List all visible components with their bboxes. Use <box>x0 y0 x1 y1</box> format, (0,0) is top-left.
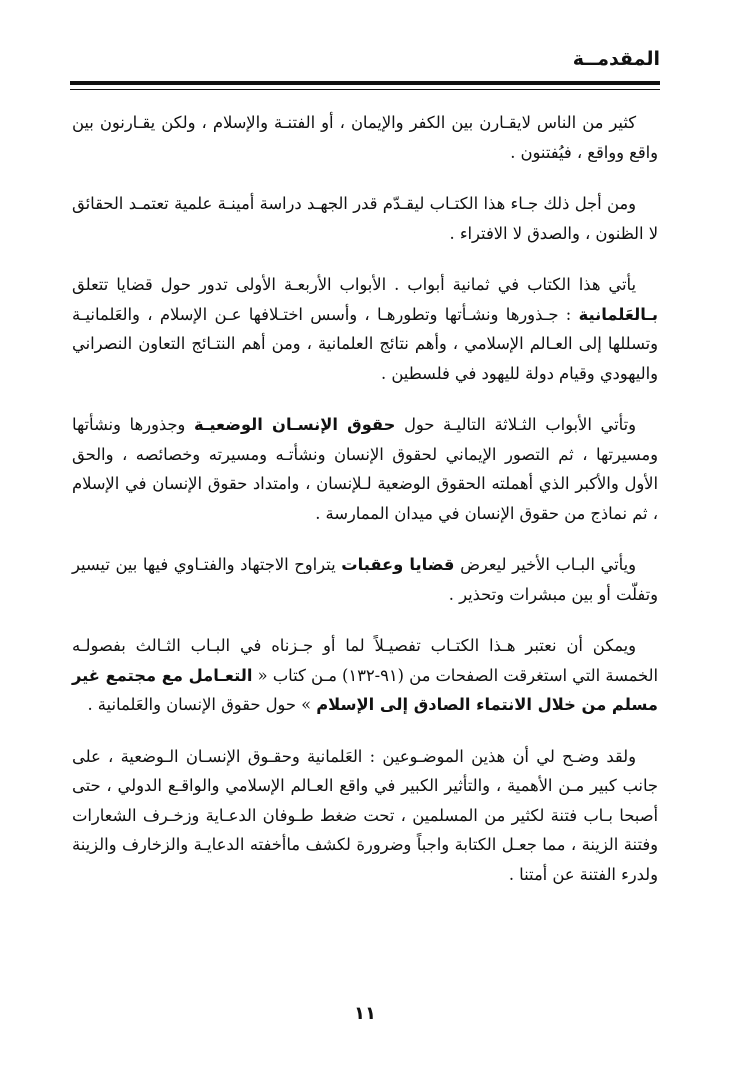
paragraph-7 <box>72 742 658 890</box>
paragraph-text: وتأتي الأبواب الثـلاثة التاليـة حول <box>395 415 636 434</box>
paragraph-6 <box>72 631 658 720</box>
page-number: ١١ <box>354 1003 376 1024</box>
paragraph-1 <box>72 108 658 167</box>
paragraph-3 <box>72 270 658 388</box>
paragraph-text: ولقد وضـح لي أن هذين الموضـوعين : العَلمانية وحقـوق الإنسـان الـوضعية ، على جانب كبير مـن الأهمية ، والتأثير الكبير في واقع العـالم الإسلامي والواقـع الدولي ، حتى أصبحا بـاب فتنة لكثير من المسلمين ، تحت ضغط طـوفان الدعـاية وزخـرف الشعارات وفتنة الزينة ، مما جعـل الكتابة واجباً وضرورة لكشف ماأخفته الدعايـة والزخارف والزينة ولدرء الفتنة عن أمتنا . <box>72 746 658 884</box>
paragraph-text: : جـذورها ونشـأتها وتطورهـا ، وأسس اختـلافها عـن الإسلام ، والعَلمانيـة وتسللها إلى العـالم الإسلامي ، وأهم نتائج العلمانية ، ومن أهم النتـائج التعاون النصراني واليهودي وقيام دولة لليهود في فلسطين . <box>72 304 658 383</box>
header-rule-thick <box>70 81 660 85</box>
body-text <box>72 108 658 889</box>
bold-term: بـالعَلمانية <box>578 304 658 324</box>
paragraph-text: كثير من الناس لايقـارن بين الكفر والإيمان ، أو الفتنـة والإسلام ، ولكن يقـارنون بين واقع وواقع ، فيُفتنون . <box>72 113 658 162</box>
bold-term: حقوق الإنسـان الوضعيـة <box>193 415 396 434</box>
paragraph-5 <box>72 550 658 609</box>
bold-term: قضايا وعقبات <box>341 555 455 574</box>
paragraph-text: ويمكن أن نعتبر هـذا الكتـاب تفصيـلاً لما أو جـزناه في البـاب الثـالث بفصولـه الخمسة التي استغرقت الصفحات من (٩١-١٣٢) مـن كتاب « <box>72 636 658 685</box>
paragraph-text: يأتي هذا الكتاب في ثمانية أبواب . الأبواب الأربعـة الأولى تدور حول قضايا تتعلق <box>72 275 636 294</box>
running-header: المقدمــة <box>572 48 660 70</box>
paragraph-text: ومن أجل ذلك جـاء هذا الكتـاب ليقـدّم قدر الجهـد دراسة أمينـة علمية تعتمـد الحقائق لا الظنون ، والصدق لا الافتراء . <box>72 194 658 243</box>
bold-book-title: التعـامل مع مجتمع غير مسلم من خلال الانتماء الصادق إلى الإسلام <box>72 665 658 714</box>
paragraph-text: ويأتي البـاب الأخير ليعرض <box>454 555 636 574</box>
paragraph-4 <box>72 410 658 528</box>
header-rule-thin <box>70 89 660 90</box>
paragraph-text: وجذورها ونشأتها ومسيرتها ، ثم التصور الإيماني لحقوق الإنسان ونشأتـه ومسيرته وخصائصه ، والحق الأول والأكبر الذي أهملته الحقوق الوضعية لـلإنسان ، وامتداد حقوق الإنسان في الإسلام ، ثم نماذج من حقوق الإنسان في ميدان الممارسة . <box>72 415 658 523</box>
paragraph-text: » حول حقوق الإنسان والعَلمانية . <box>87 695 317 714</box>
paragraph-2 <box>72 189 658 248</box>
paragraph-text: يتراوح الاجتهاد والفتـاوي فيها بين تيسير وتفلّت أو بين مبشرات وتحذير . <box>72 555 658 604</box>
